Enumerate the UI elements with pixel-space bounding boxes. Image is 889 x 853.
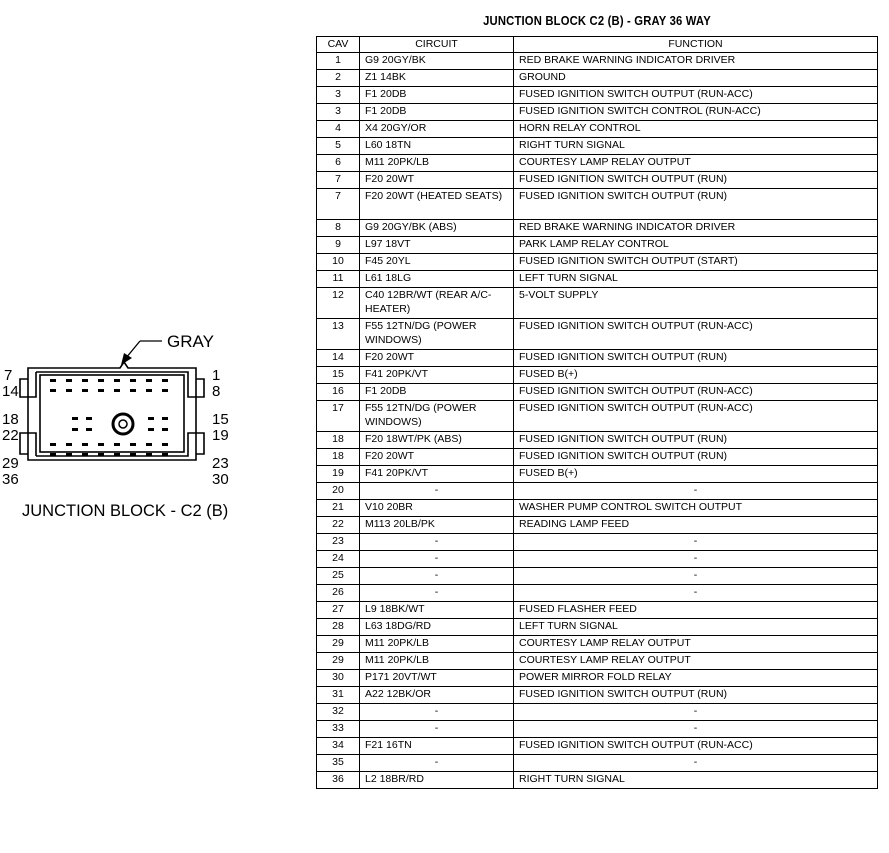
cav-cell: 13 — [317, 319, 360, 350]
function-cell: - — [514, 483, 878, 500]
pin-number-19: 19 — [212, 427, 229, 444]
table-row — [317, 288, 878, 319]
table-row — [317, 172, 878, 189]
pin-row-top — [50, 379, 168, 392]
function-cell: POWER MIRROR FOLD RELAY — [514, 670, 878, 687]
table-row — [317, 704, 878, 721]
circuit-cell: - — [360, 568, 514, 585]
circuit-cell: G9 20GY/BK (ABS) — [360, 220, 514, 237]
cav-cell: 27 — [317, 602, 360, 619]
cav-cell: 23 — [317, 534, 360, 551]
pin-number-8: 8 — [212, 383, 221, 400]
circuit-cell: - — [360, 483, 514, 500]
cav-cell: 1 — [317, 53, 360, 70]
table-header-row — [317, 37, 878, 53]
cav-cell: 8 — [317, 220, 360, 237]
table-row — [317, 271, 878, 288]
cav-cell: 12 — [317, 288, 360, 319]
header-function: FUNCTION — [514, 37, 878, 53]
function-cell: WASHER PUMP CONTROL SWITCH OUTPUT — [514, 500, 878, 517]
cav-cell: 36 — [317, 772, 360, 789]
cav-cell: 20 — [317, 483, 360, 500]
circuit-cell: F21 16TN — [360, 738, 514, 755]
table-row — [317, 568, 878, 585]
circuit-cell: G9 20GY/BK — [360, 53, 514, 70]
cav-cell: 22 — [317, 517, 360, 534]
table-row — [317, 121, 878, 138]
pin-number-22: 22 — [2, 427, 19, 444]
cav-cell: 17 — [317, 401, 360, 432]
cav-cell: 29 — [317, 636, 360, 653]
table-row — [317, 755, 878, 772]
function-cell: COURTESY LAMP RELAY OUTPUT — [514, 155, 878, 172]
table-row — [317, 772, 878, 789]
circuit-cell: V10 20BR — [360, 500, 514, 517]
function-cell: FUSED IGNITION SWITCH CONTROL (RUN-ACC) — [514, 104, 878, 121]
pinout-table — [316, 36, 878, 789]
cav-cell: 33 — [317, 721, 360, 738]
pin-number-1: 1 — [212, 367, 221, 384]
cav-cell: 4 — [317, 121, 360, 138]
cav-cell: 26 — [317, 585, 360, 602]
table-row — [317, 602, 878, 619]
cav-cell: 32 — [317, 704, 360, 721]
cav-cell: 3 — [317, 104, 360, 121]
function-cell: COURTESY LAMP RELAY OUTPUT — [514, 636, 878, 653]
cav-cell: 15 — [317, 367, 360, 384]
cav-cell: 11 — [317, 271, 360, 288]
table-title: JUNCTION BLOCK C2 (B) - GRAY 36 WAY — [483, 14, 711, 28]
function-cell: - — [514, 721, 878, 738]
table-row — [317, 87, 878, 104]
table-row — [317, 534, 878, 551]
cav-cell: 21 — [317, 500, 360, 517]
function-cell: READING LAMP FEED — [514, 517, 878, 534]
table-row — [317, 432, 878, 449]
function-cell: FUSED IGNITION SWITCH OUTPUT (RUN) — [514, 449, 878, 466]
cav-cell: 9 — [317, 237, 360, 254]
circuit-cell: F1 20DB — [360, 87, 514, 104]
cav-cell: 31 — [317, 687, 360, 704]
circuit-cell: L61 18LG — [360, 271, 514, 288]
table-row — [317, 401, 878, 432]
function-cell: RED BRAKE WARNING INDICATOR DRIVER — [514, 53, 878, 70]
circuit-cell: F41 20PK/VT — [360, 466, 514, 483]
table-row — [317, 237, 878, 254]
function-cell: PARK LAMP RELAY CONTROL — [514, 237, 878, 254]
function-cell: - — [514, 704, 878, 721]
function-cell: FUSED IGNITION SWITCH OUTPUT (RUN-ACC) — [514, 401, 878, 432]
function-cell: - — [514, 755, 878, 772]
table-row — [317, 551, 878, 568]
table-row — [317, 319, 878, 350]
connector-body — [20, 362, 204, 460]
cav-cell: 14 — [317, 350, 360, 367]
function-cell: HORN RELAY CONTROL — [514, 121, 878, 138]
cav-cell: 30 — [317, 670, 360, 687]
circuit-cell: L97 18VT — [360, 237, 514, 254]
function-cell: - — [514, 551, 878, 568]
function-cell: FUSED IGNITION SWITCH OUTPUT (RUN-ACC) — [514, 87, 878, 104]
circuit-cell: L2 18BR/RD — [360, 772, 514, 789]
connector-diagram — [0, 320, 300, 530]
function-cell: - — [514, 568, 878, 585]
function-cell: RED BRAKE WARNING INDICATOR DRIVER — [514, 220, 878, 237]
table-row — [317, 384, 878, 401]
pin-number-30: 30 — [212, 471, 229, 488]
circuit-cell: F45 20YL — [360, 254, 514, 271]
circuit-cell: M113 20LB/PK — [360, 517, 514, 534]
table-row — [317, 155, 878, 172]
cav-cell: 34 — [317, 738, 360, 755]
pin-row-bottom — [50, 443, 168, 456]
function-cell: - — [514, 534, 878, 551]
cav-cell: 3 — [317, 87, 360, 104]
table-row — [317, 585, 878, 602]
function-cell: RIGHT TURN SIGNAL — [514, 772, 878, 789]
function-cell: LEFT TURN SIGNAL — [514, 619, 878, 636]
circuit-cell: - — [360, 585, 514, 602]
cav-cell: 7 — [317, 172, 360, 189]
table-row — [317, 619, 878, 636]
table-body — [317, 53, 878, 789]
table-row — [317, 189, 878, 220]
circuit-cell: - — [360, 755, 514, 772]
circuit-cell: F20 20WT — [360, 449, 514, 466]
circuit-cell: X4 20GY/OR — [360, 121, 514, 138]
cav-cell: 25 — [317, 568, 360, 585]
function-cell: FUSED B(+) — [514, 466, 878, 483]
circuit-cell: - — [360, 551, 514, 568]
cav-cell: 18 — [317, 449, 360, 466]
cav-cell: 6 — [317, 155, 360, 172]
function-cell: FUSED IGNITION SWITCH OUTPUT (RUN-ACC) — [514, 319, 878, 350]
function-cell: LEFT TURN SIGNAL — [514, 271, 878, 288]
cav-cell: 28 — [317, 619, 360, 636]
function-cell: FUSED IGNITION SWITCH OUTPUT (START) — [514, 254, 878, 271]
circuit-cell: A22 12BK/OR — [360, 687, 514, 704]
circuit-cell: C40 12BR/WT (REAR A/C-HEATER) — [360, 288, 514, 319]
pin-number-14: 14 — [2, 383, 19, 400]
table-row — [317, 466, 878, 483]
cav-cell: 35 — [317, 755, 360, 772]
cav-cell: 5 — [317, 138, 360, 155]
header-cav: CAV — [317, 37, 360, 53]
table-row — [317, 517, 878, 534]
table-row — [317, 500, 878, 517]
pin-number-15: 15 — [212, 411, 229, 428]
pin-number-7: 7 — [4, 367, 13, 384]
center-stud-icon — [113, 414, 133, 434]
circuit-cell: L9 18BK/WT — [360, 602, 514, 619]
circuit-cell: F20 20WT — [360, 172, 514, 189]
cav-cell: 16 — [317, 384, 360, 401]
table-row — [317, 636, 878, 653]
table-row — [317, 670, 878, 687]
circuit-cell: M11 20PK/LB — [360, 155, 514, 172]
circuit-cell: F20 20WT (HEATED SEATS) — [360, 189, 514, 220]
table-row — [317, 367, 878, 384]
table-row — [317, 653, 878, 670]
function-cell: FUSED IGNITION SWITCH OUTPUT (RUN) — [514, 350, 878, 367]
table-row — [317, 138, 878, 155]
table-row — [317, 350, 878, 367]
function-cell: FUSED IGNITION SWITCH OUTPUT (RUN-ACC) — [514, 738, 878, 755]
circuit-cell: F55 12TN/DG (POWER WINDOWS) — [360, 401, 514, 432]
pin-number-18: 18 — [2, 411, 19, 428]
circuit-cell: F20 18WT/PK (ABS) — [360, 432, 514, 449]
circuit-cell: F1 20DB — [360, 104, 514, 121]
function-cell: FUSED IGNITION SWITCH OUTPUT (RUN-ACC) — [514, 384, 878, 401]
circuit-cell: M11 20PK/LB — [360, 653, 514, 670]
function-cell: RIGHT TURN SIGNAL — [514, 138, 878, 155]
cav-cell: 18 — [317, 432, 360, 449]
circuit-cell: F55 12TN/DG (POWER WINDOWS) — [360, 319, 514, 350]
circuit-cell: L60 18TN — [360, 138, 514, 155]
color-leader-diag — [126, 341, 140, 358]
circuit-cell: L63 18DG/RD — [360, 619, 514, 636]
table-row — [317, 70, 878, 87]
circuit-cell: F20 20WT — [360, 350, 514, 367]
pin-number-29: 29 — [2, 455, 19, 472]
connector-color-label: GRAY — [167, 332, 214, 351]
circuit-cell: F41 20PK/VT — [360, 367, 514, 384]
function-cell: 5-VOLT SUPPLY — [514, 288, 878, 319]
circuit-cell: Z1 14BK — [360, 70, 514, 87]
pin-row-middle — [72, 417, 168, 431]
cav-cell: 10 — [317, 254, 360, 271]
cav-cell: 24 — [317, 551, 360, 568]
circuit-cell: F1 20DB — [360, 384, 514, 401]
circuit-cell: - — [360, 534, 514, 551]
header-circuit: CIRCUIT — [360, 37, 514, 53]
table-row — [317, 220, 878, 237]
function-cell: FUSED IGNITION SWITCH OUTPUT (RUN) — [514, 687, 878, 704]
table-row — [317, 449, 878, 466]
function-cell: GROUND — [514, 70, 878, 87]
circuit-cell: - — [360, 704, 514, 721]
circuit-cell: - — [360, 721, 514, 738]
table-row — [317, 721, 878, 738]
function-cell: FUSED IGNITION SWITCH OUTPUT (RUN) — [514, 432, 878, 449]
table-row — [317, 53, 878, 70]
function-cell: COURTESY LAMP RELAY OUTPUT — [514, 653, 878, 670]
function-cell: FUSED IGNITION SWITCH OUTPUT (RUN) — [514, 189, 878, 220]
cav-cell: 19 — [317, 466, 360, 483]
cav-cell: 2 — [317, 70, 360, 87]
connector-caption: JUNCTION BLOCK - C2 (B) — [22, 502, 229, 520]
function-cell: FUSED B(+) — [514, 367, 878, 384]
function-cell: - — [514, 585, 878, 602]
table-row — [317, 687, 878, 704]
pin-number-36: 36 — [2, 471, 19, 488]
table-row — [317, 254, 878, 271]
function-cell: FUSED FLASHER FEED — [514, 602, 878, 619]
cav-cell: 7 — [317, 189, 360, 220]
function-cell: FUSED IGNITION SWITCH OUTPUT (RUN) — [514, 172, 878, 189]
pin-number-23: 23 — [212, 455, 229, 472]
table-row — [317, 738, 878, 755]
circuit-cell: P171 20VT/WT — [360, 670, 514, 687]
table-row — [317, 483, 878, 500]
cav-cell: 29 — [317, 653, 360, 670]
table-row — [317, 104, 878, 121]
circuit-cell: M11 20PK/LB — [360, 636, 514, 653]
